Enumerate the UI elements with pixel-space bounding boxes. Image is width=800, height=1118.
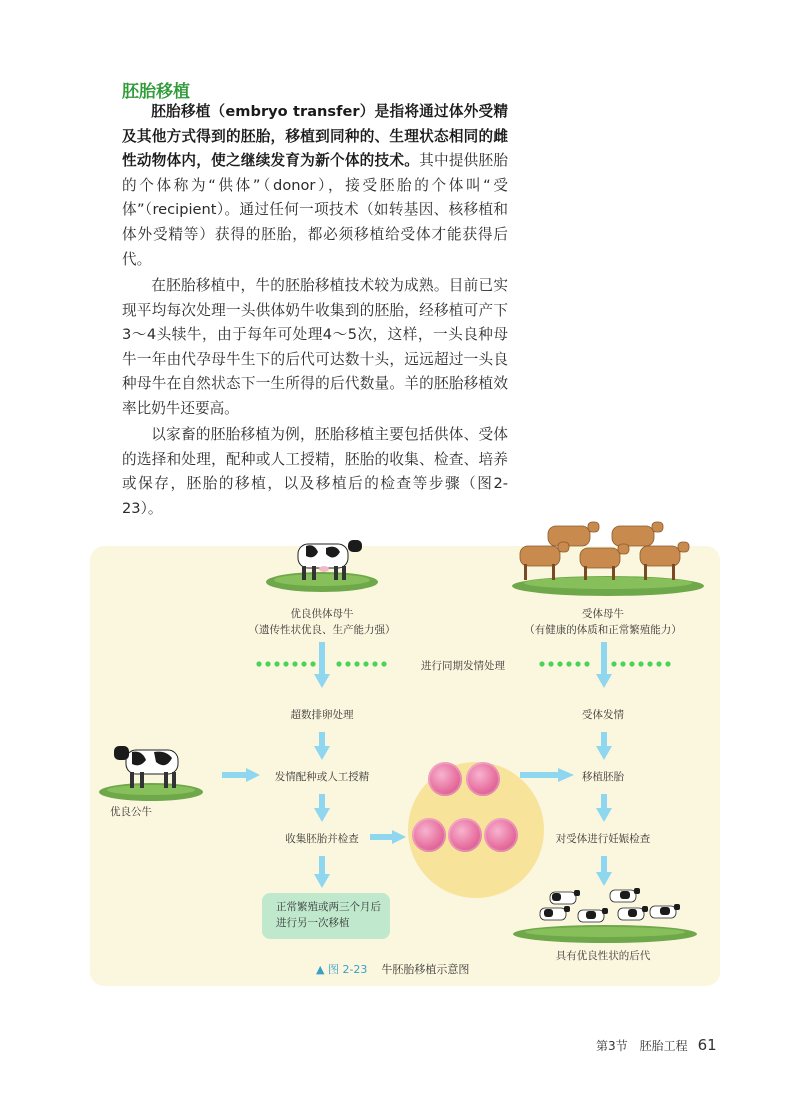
arrow-down-icon [596, 794, 612, 822]
step-mating: 发情配种或人工授精 [274, 771, 370, 783]
recipient-cows-illustration [508, 518, 708, 598]
embryo-icon [412, 818, 446, 852]
arrow-right-icon [370, 830, 406, 844]
step-pregnancy-check: 对受体进行妊娠检查 [555, 833, 651, 845]
offspring-label: 具有优良性状的后代 [555, 950, 651, 962]
caption-number: ▲ 图 2-23 [316, 963, 368, 976]
footer-section: 第3节 胚胎工程 [596, 1039, 688, 1053]
step-recipient-estrus: 受体发情 [582, 709, 624, 721]
page-number: 61 [697, 1036, 717, 1054]
paragraph-steps: 以家畜的胚胎移植为例，胚胎移植主要包括供体、受体的选择和处理，配种或人工授精，胚胎的收集、检查、培养或保存，胚胎的移植，以及移植后的检查等步骤（图2-23）。 [122, 426, 508, 517]
embryo-icon [466, 762, 500, 796]
recipient-description: （有健康的体质和正常繁殖能力） [524, 624, 682, 636]
paragraph-definition [122, 100, 508, 272]
caption-title: 牛胚胎移植示意图 [381, 963, 470, 976]
definition-rest-text: 其中提供胚胎的个体称为“供体”（donor），接受胚胎的个体叫“受体”（recipient）。通过任何一项技术（如转基因、核移植和体外受精等）获得的胚胎，都必须移植给受体才能获得后代。 [122, 152, 508, 268]
arrow-right-icon [222, 768, 260, 782]
embryo-icon [428, 762, 462, 796]
arrow-down-icon [596, 732, 612, 760]
next-round-box: 正常繁殖或两三个月后进行另一次移植 [262, 893, 390, 939]
arrow-right-icon [520, 768, 574, 782]
bull-illustration [96, 736, 206, 802]
donor-title: 优良供体母牛 [290, 608, 354, 620]
step-transfer: 移植胚胎 [582, 771, 624, 783]
paragraph-cattle: 在胚胎移植中，牛的胚胎移植技术较为成熟。目前已实现平均每次处理一头供体奶牛收集到的胚胎，经移植可产下3～4头犊牛，由于每年可处理4～5次，这样，一头良种母牛一年由代孕母牛生下的后代可达数十头，远远超过一头良种母牛在自然状态下一生所得的后代数量。羊的胚胎移植效率比奶牛还要高。 [122, 277, 508, 417]
step-collect: 收集胚胎并检查 [285, 833, 359, 845]
sync-label: 进行同期发情处理 [421, 660, 505, 672]
page-footer [596, 1036, 717, 1054]
arrow-down-icon [314, 856, 330, 888]
donor-cow-illustration [262, 524, 382, 594]
bull-label: 优良公牛 [110, 806, 152, 818]
step-superovulation: 超数排卵处理 [290, 709, 354, 721]
embryo-icon [448, 818, 482, 852]
offspring-calves-illustration [510, 886, 700, 944]
definition-bold-text: 胚胎移植（embryo transfer）是指将通过体外受精及其他方式得到的胚胎，移植到同种的、生理状态相同的雌性动物体内，使之继续发育为新个体的技术。 [122, 103, 508, 170]
section-heading: 胚胎移植 [122, 82, 190, 102]
arrow-down-icon [314, 794, 330, 822]
donor-description: （遗传性状优良、生产能力强） [248, 624, 396, 636]
arrow-down-icon [596, 642, 612, 688]
arrow-down-icon [314, 732, 330, 760]
embryo-icon [484, 818, 518, 852]
figure-caption [316, 961, 469, 977]
arrow-down-icon [314, 642, 330, 688]
recipient-title: 受体母牛 [582, 608, 624, 620]
arrow-down-icon [596, 856, 612, 886]
